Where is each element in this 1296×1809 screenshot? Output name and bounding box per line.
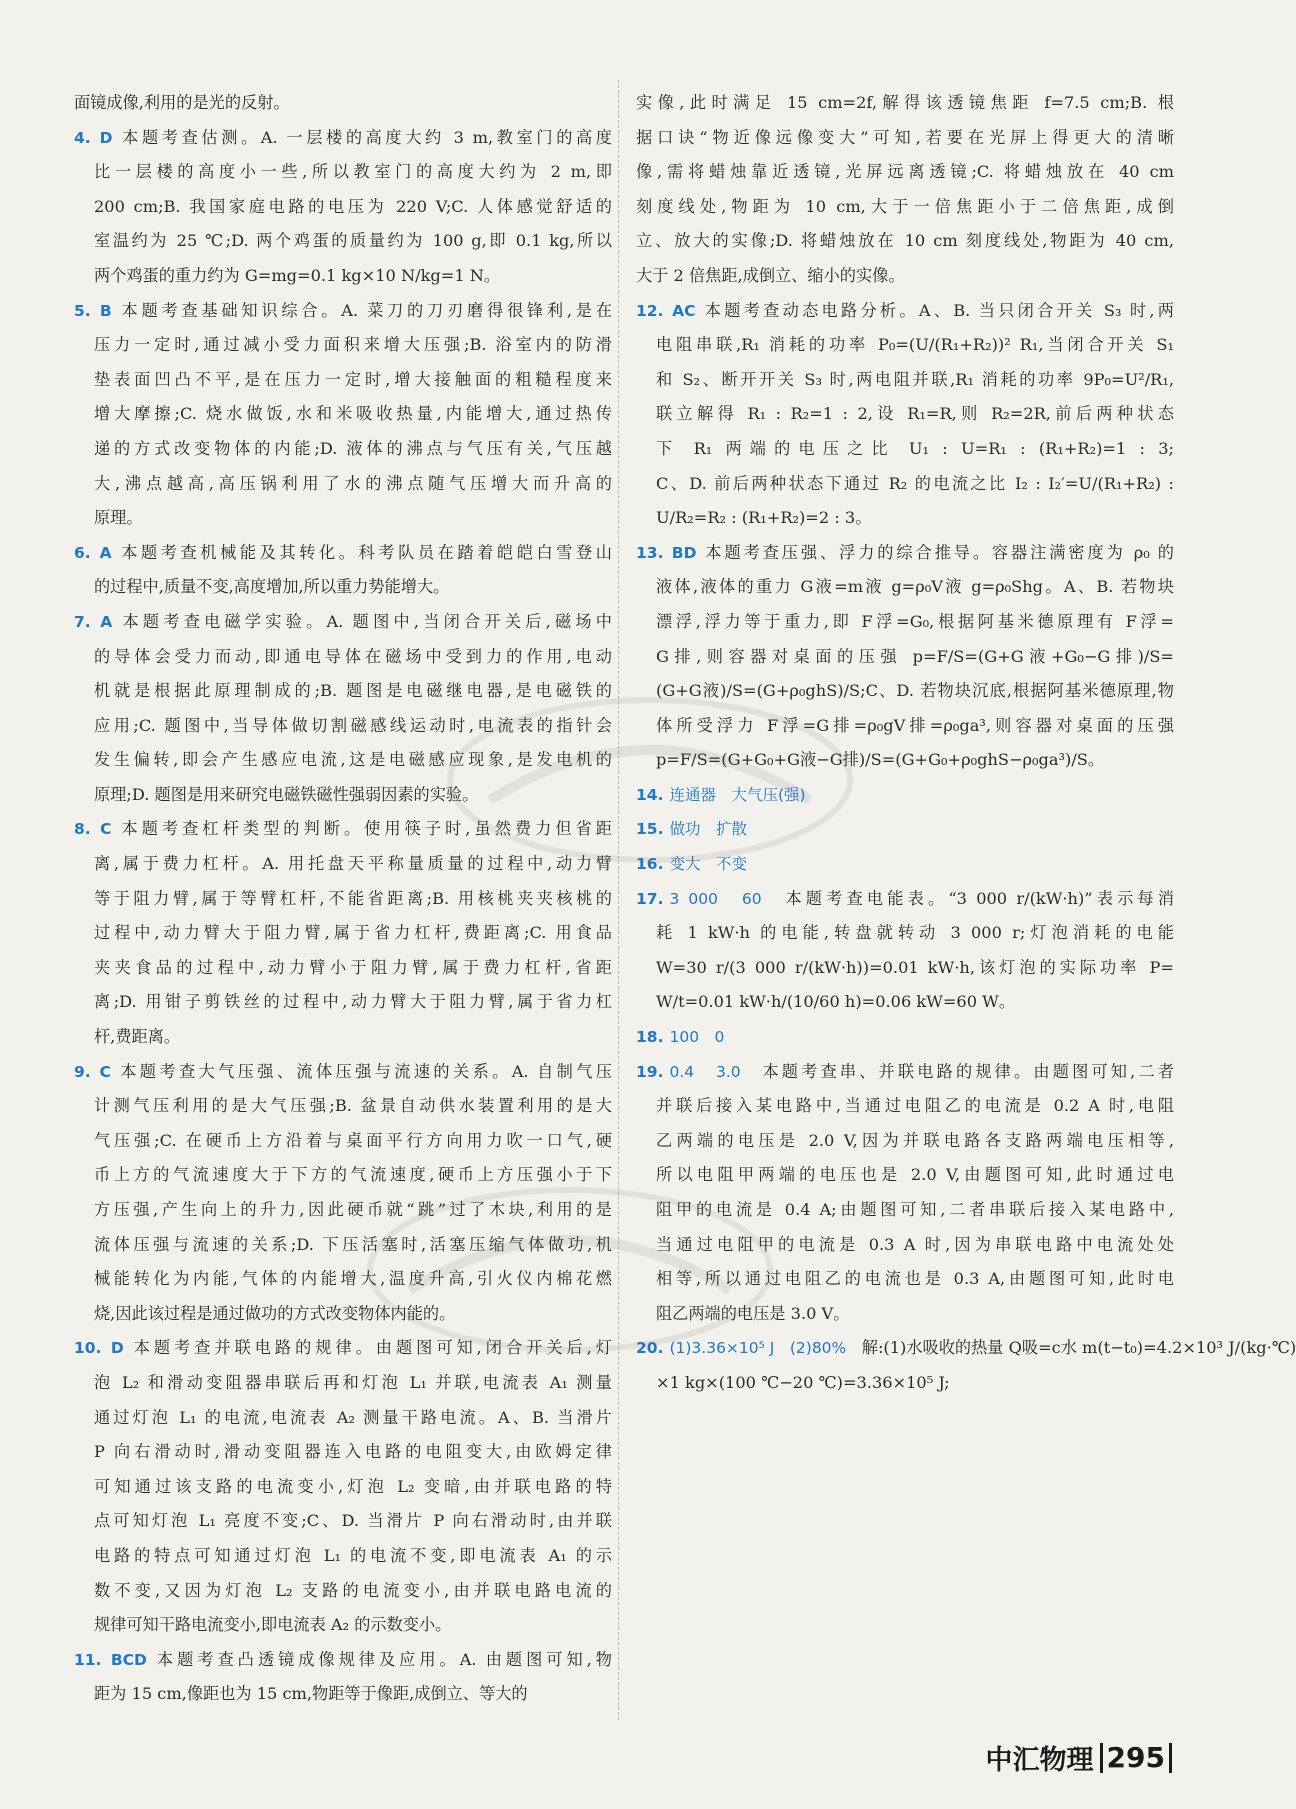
text-line xyxy=(636,86,1174,121)
question-number: 7. A xyxy=(74,612,113,631)
text-line xyxy=(74,363,612,398)
text-line xyxy=(74,1539,612,1574)
text-line xyxy=(74,640,612,675)
line-text: 本题考查电磁学实验。A. 题图中,当闭合开关后,磁场中 xyxy=(118,611,612,631)
question-number: 13. BD xyxy=(636,543,697,562)
text-line xyxy=(74,1608,612,1643)
question-number: 11. BCD xyxy=(74,1650,147,1669)
text-line xyxy=(74,432,612,467)
text-line xyxy=(74,1435,612,1470)
answer-item xyxy=(74,1331,612,1642)
left-column xyxy=(74,86,612,1712)
answer-item xyxy=(74,536,612,605)
line-text: 本题考查机械能及其转化。科考队员在踏着皑皑白雪登山 xyxy=(117,542,612,562)
line-text: (G+G液)/S=(G+ρ₀ghS)/S;C、D. 若物块沉底,根据阿基米德原理,物 xyxy=(656,681,1174,701)
page-footer xyxy=(986,1738,1172,1777)
answer-item xyxy=(74,121,612,294)
line-text: 相等,所以通过电阻乙的电流也是 0.3 A,由题图可知,此时电 xyxy=(656,1269,1174,1289)
text-line xyxy=(74,121,612,156)
line-text: 的过程中,质量不变,高度增加,所以重力势能增大。 xyxy=(94,577,450,597)
line-text: 本题考查杠杆类型的判断。使用筷子时,虽然费力但省距 xyxy=(117,819,612,839)
line-text: 并联后接入某电路中,当通过电阻乙的电流是 0.2 A 时,电阻 xyxy=(656,1096,1174,1116)
line-text: 解:(1)水吸收的热量 Q吸=c水 m(t−t₀)=4.2×10³ J/(kg·℃) xyxy=(861,1338,1296,1358)
line-text: 计测气压利用的是大气压强;B. 盆景自动供水装置利用的是大 xyxy=(94,1096,612,1116)
line-text: 可知通过该支路的电流变小,灯泡 L₂ 变暗,由并联电路的特 xyxy=(94,1476,612,1496)
line-text: 气压强;C. 在硬币上方沿着与桌面平行方向用力吹一口气,硬 xyxy=(94,1130,612,1150)
question-number: 16. xyxy=(636,855,664,874)
text-line xyxy=(636,501,1174,536)
line-text: 过程中,动力臂大于阻力臂,属于省力杠杆,费距离;C. 用食品 xyxy=(94,923,612,943)
line-text: 比一层楼的高度小一些,所以教室门的高度大约为 2 m,即 xyxy=(94,162,612,182)
line-text: 电阻串联,R₁ 消耗的功率 P₀=(U/(R₁+R₂))² R₁,当闭合开关 S₁ xyxy=(656,335,1174,355)
text-line xyxy=(74,397,612,432)
text-line xyxy=(74,86,612,121)
text-line xyxy=(636,259,1174,294)
line-text: 本题考查估测。A. 一层楼的高度大约 3 m,教室门的高度 xyxy=(118,127,612,147)
line-text: 泡 L₂ 和滑动变阻器串联后再和灯泡 L₁ 并联,电流表 A₁ 测量 xyxy=(94,1372,612,1392)
answer-text: 做功 扩散 xyxy=(669,820,747,839)
line-text: 原理;D. 题图是用来研究电磁铁磁性强弱因素的实验。 xyxy=(94,784,479,804)
line-text: 流体压强与流速的关系;D. 下压活塞时,活塞压缩气体做功,机 xyxy=(94,1234,612,1254)
answer-text: 3 000 60 xyxy=(669,889,786,908)
question-number: 20. xyxy=(636,1339,664,1358)
line-text: 室温约为 25 ℃;D. 两个鸡蛋的质量约为 100 g,即 0.1 kg,所以 xyxy=(94,231,612,251)
line-text: 原理。 xyxy=(94,508,143,528)
line-text: 大,沸点越高,高压锅利用了水的沸点随气压增大而升高的 xyxy=(94,473,612,493)
text-line xyxy=(636,224,1174,259)
line-text: 数不变,又因为灯泡 L₂ 支路的电流变小,由并联电路电流的 xyxy=(94,1580,612,1600)
text-line xyxy=(636,1124,1174,1159)
text-line xyxy=(74,1401,612,1436)
text-line xyxy=(636,882,1174,917)
text-line xyxy=(74,1020,612,1055)
line-text: 像,需将蜡烛靠近透镜,光屏远离透镜;C. 将蜡烛放在 40 cm xyxy=(636,162,1174,182)
text-line xyxy=(636,985,1174,1020)
text-line xyxy=(636,467,1174,502)
question-number: 19. xyxy=(636,1062,664,1081)
line-text: 通过灯泡 L₁ 的电流,电流表 A₂ 测量干路电流。A、B. 当滑片 xyxy=(94,1407,612,1427)
text-line xyxy=(74,985,612,1020)
answer-item xyxy=(636,294,1174,536)
line-text: 刻度线处,物距为 10 cm,大于一倍焦距小于二倍焦距,成倒 xyxy=(636,196,1174,216)
text-line xyxy=(636,121,1174,156)
watermark-logo xyxy=(430,680,870,880)
text-line xyxy=(74,1055,612,1090)
line-text: 本题考查动态电路分析。A、B. 当只闭合开关 S₃ 时,两 xyxy=(701,300,1174,320)
text-line xyxy=(74,536,612,571)
answer-item xyxy=(636,882,1174,1020)
text-line xyxy=(636,155,1174,190)
text-line xyxy=(74,259,612,294)
question-number: 12. AC xyxy=(636,301,696,320)
line-text: 本题考查基础知识综合。A. 菜刀的刀刃磨得很锋利,是在 xyxy=(117,300,613,320)
line-text: 阻甲的电流是 0.4 A;由题图可知,二者串联后接入某电路中, xyxy=(656,1200,1174,1219)
text-line xyxy=(74,1124,612,1159)
line-text: 阻乙两端的电压是 3.0 V。 xyxy=(656,1303,850,1323)
text-line xyxy=(74,1504,612,1539)
answer-item xyxy=(636,86,1174,294)
line-text: 下 R₁ 两端的电压之比 U₁ : U=R₁ : (R₁+R₂)=1 : 3; xyxy=(656,438,1174,458)
line-text: 夹夹食品的过程中,动力臂小于阻力臂,属于费力杠杆,省距 xyxy=(94,957,612,977)
line-text: 垫表面凹凸不平,是在压力一定时,增大接触面的粗糙程度来 xyxy=(94,369,612,389)
line-text: 本题考查压强、浮力的综合推导。容器注满密度为 ρ₀ 的 xyxy=(702,542,1174,562)
question-number: 10. D xyxy=(74,1339,124,1358)
answer-item xyxy=(636,1020,1174,1055)
line-text: 币上方的气流速度大于下方的气流速度,硬币上方压强小于下 xyxy=(94,1165,612,1185)
line-text: 增大摩擦;C. 烧水做饭,水和米吸收热量,内能增大,通过热传 xyxy=(94,404,612,424)
line-text: 实像,此时满足 15 cm=2f,解得该透镜焦距 f=7.5 cm;B. 根 xyxy=(636,93,1174,112)
text-line xyxy=(74,1677,612,1712)
question-number: 6. A xyxy=(74,543,112,562)
answer-item xyxy=(74,86,612,121)
line-text: 漂浮,浮力等于重力,即 F浮=G₀,根据阿基米德原理有 F浮= xyxy=(656,611,1174,631)
line-text: 立、放大的实像;D. 将蜡烛放在 10 cm 刻度线处,物距为 40 cm, xyxy=(636,231,1174,251)
line-text: 压力一定时,通过减小受力面积来增大压强;B. 浴室内的防滑 xyxy=(94,335,612,355)
text-line xyxy=(636,397,1174,432)
line-text: 等于阻力臂,属于等臂杠杆,不能省距离;B. 用核桃夹夹核桃的 xyxy=(94,888,612,908)
question-number: 17. xyxy=(636,889,664,908)
text-line xyxy=(74,501,612,536)
line-text: 械能转化为内能,气体的内能增大,温度升高,引火仪内棉花燃 xyxy=(94,1269,612,1289)
text-line xyxy=(636,432,1174,467)
text-line xyxy=(74,1643,612,1678)
text-line xyxy=(636,1366,1174,1401)
line-text: U/R₂=R₂ : (R₁+R₂)=2 : 3。 xyxy=(656,508,872,528)
line-text: p=F/S=(G+G₀+G液−G排)/S=(G+G₀+ρ₀ghS−ρ₀ga³)/S。 xyxy=(656,750,1105,770)
text-line xyxy=(636,328,1174,363)
text-line xyxy=(636,640,1174,675)
text-line xyxy=(74,882,612,917)
line-text: 大于 2 倍焦距,成倒立、缩小的实像。 xyxy=(636,265,905,285)
line-text: 烧,因此该过程是通过做功的方式改变物体内能的。 xyxy=(94,1303,456,1323)
line-text: 液体,液体的重力 G液=m液 g=ρ₀V液 g=ρ₀Shg。A、B. 若物块 xyxy=(656,577,1174,597)
line-text: 本题考查电能表。“3 000 r/(kW·h)”表示每消 xyxy=(785,888,1174,908)
line-text: 和 S₂、断开开关 S₃ 时,两电阻并联,R₁ 消耗的功率 9P₀=U²/R₁, xyxy=(656,369,1174,389)
text-line xyxy=(74,328,612,363)
line-text: 递的方式改变物体的内能;D. 液体的沸点与气压有关,气压越 xyxy=(94,438,612,458)
question-number: 8. C xyxy=(74,820,112,839)
text-line xyxy=(636,570,1174,605)
line-text: G排,则容器对桌面的压强 p=F/S=(G+G液+G₀−G排)/S= xyxy=(656,646,1174,666)
answer-text: (1)3.36×10⁵ J (2)80% xyxy=(669,1339,862,1358)
line-text: 联立解得 R₁ : R₂=1 : 2,设 R₁=R,则 R₂=2R,前后两种状态 xyxy=(656,404,1174,424)
question-number: 15. xyxy=(636,820,664,839)
line-text: 据口诀“物近像远像变大”可知,若要在光屏上得更大的清晰 xyxy=(636,127,1174,147)
line-text: 两个鸡蛋的重力约为 G=mg=0.1 kg×10 N/kg=1 N。 xyxy=(94,265,501,285)
line-text: 方压强,产生向上的升力,因此硬币就“跳”过了木块,利用的是 xyxy=(94,1200,612,1219)
line-text: 本题考查并联电路的规律。由题图可知,闭合开关后,灯 xyxy=(129,1338,612,1358)
line-text: 体所受浮力 F浮=G排=ρ₀gV排=ρ₀ga³,则容器对桌面的压强 xyxy=(656,715,1174,735)
answer-text: 0.4 3.0 xyxy=(669,1062,763,1081)
line-text: 所以电阻甲两端的电压也是 2.0 V,由题图可知,此时通过电 xyxy=(656,1165,1174,1185)
line-text: 本题考查大气压强、流体压强与流速的关系。A. 自制气压 xyxy=(116,1061,612,1081)
text-line xyxy=(74,570,612,605)
text-line xyxy=(74,224,612,259)
text-line xyxy=(74,294,612,329)
line-text: P 向右滑动时,滑动变阻器连入电路的电阻变大,由欧姆定律 xyxy=(94,1442,612,1462)
text-line xyxy=(636,536,1174,571)
page-number: 295 xyxy=(1100,1743,1172,1773)
answer-item xyxy=(74,1643,612,1712)
text-line xyxy=(74,951,612,986)
text-line xyxy=(74,155,612,190)
line-text: 耗 1 kW·h 的电能,转盘就转动 3 000 r;灯泡消耗的电能 xyxy=(656,923,1174,943)
line-text: 乙两端的电压是 2.0 V,因为并联电路各支路两端电压相等, xyxy=(656,1130,1174,1150)
line-text: W=30 r/(3 000 r/(kW·h))=0.01 kW·h,该灯泡的实际功率 P= xyxy=(656,957,1174,977)
answer-text: 连通器 大气压(强) xyxy=(669,785,806,804)
text-line xyxy=(74,605,612,640)
text-line xyxy=(636,190,1174,225)
line-text: 杆,费距离。 xyxy=(94,1027,181,1047)
answer-text: 变大 不变 xyxy=(669,855,747,874)
question-number: 5. B xyxy=(74,301,112,320)
text-line xyxy=(636,605,1174,640)
text-line xyxy=(74,1089,612,1124)
line-text: 面镜成像,利用的是光的反射。 xyxy=(74,93,290,112)
watermark-logo xyxy=(350,1170,790,1370)
text-line xyxy=(74,190,612,225)
text-line xyxy=(636,1020,1174,1055)
text-line xyxy=(74,916,612,951)
line-text: 距为 15 cm,像距也为 15 cm,物距等于像距,成倒立、等大的 xyxy=(94,1684,528,1704)
question-number: 18. xyxy=(636,1028,664,1047)
text-line xyxy=(636,294,1174,329)
line-text: 电路的特点可知通过灯泡 L₁ 的电流不变,即电流表 A₁ 的示 xyxy=(94,1545,612,1565)
answer-item xyxy=(74,294,612,536)
line-text: 的导体会受力而动,即通电导体在磁场中受到力的作用,电动 xyxy=(94,646,612,666)
line-text: C、D. 前后两种状态下通过 R₂ 的电流之比 I₂ : I₂′=U/(R₁+R₂) : xyxy=(656,473,1174,493)
line-text: 点可知灯泡 L₁ 亮度不变;C、D. 当滑片 P 向右滑动时,由并联 xyxy=(94,1511,612,1531)
line-text: ×1 kg×(100 ℃−20 ℃)=3.36×10⁵ J; xyxy=(656,1372,950,1392)
text-line xyxy=(74,1470,612,1505)
question-number: 4. D xyxy=(74,128,113,147)
text-line xyxy=(636,363,1174,398)
line-text: 本题考查凸透镜成像规律及应用。A. 由题图可知,物 xyxy=(152,1649,612,1669)
line-text: 200 cm;B. 我国家庭电路的电压为 220 V;C. 人体感觉舒适的 xyxy=(94,196,612,216)
question-number: 9. C xyxy=(74,1062,111,1081)
text-line xyxy=(636,1055,1174,1090)
column-divider xyxy=(618,80,619,1720)
question-number: 14. xyxy=(636,785,664,804)
line-text: 规律可知干路电流变小,即电流表 A₂ 的示数变小。 xyxy=(94,1615,452,1635)
footer-label: 中汇物理 xyxy=(985,1745,1094,1776)
line-text: 应用;C. 题图中,当导体做切割磁感线运动时,电流表的指针会 xyxy=(94,715,612,735)
line-text: 发生偏转,即会产生感应电流,这是电磁感应现象,是发电机的 xyxy=(94,750,612,770)
text-line xyxy=(74,1574,612,1609)
text-line xyxy=(636,916,1174,951)
text-line xyxy=(636,951,1174,986)
text-line xyxy=(74,467,612,502)
line-text: 当通过电阻甲的电流是 0.3 A 时,因为串联电路中电流处处 xyxy=(656,1234,1174,1254)
answer-text: 100 0 xyxy=(669,1028,725,1047)
line-text: W/t=0.01 kW·h/(10/60 h)=0.06 kW=60 W。 xyxy=(656,992,1016,1012)
line-text: 机就是根据此原理制成的;B. 题图是电磁继电器,是电磁铁的 xyxy=(94,681,612,701)
line-text: 本题考查串、并联电路的规律。由题图可知,二者 xyxy=(762,1061,1174,1081)
text-line xyxy=(636,1089,1174,1124)
text-line xyxy=(74,1366,612,1401)
line-text: 离,属于费力杠杆。A. 用托盘天平称量质量的过程中,动力臂 xyxy=(94,854,612,874)
line-text: 离;D. 用钳子剪铁丝的过程中,动力臂大于阻力臂,属于省力杠 xyxy=(94,992,612,1012)
